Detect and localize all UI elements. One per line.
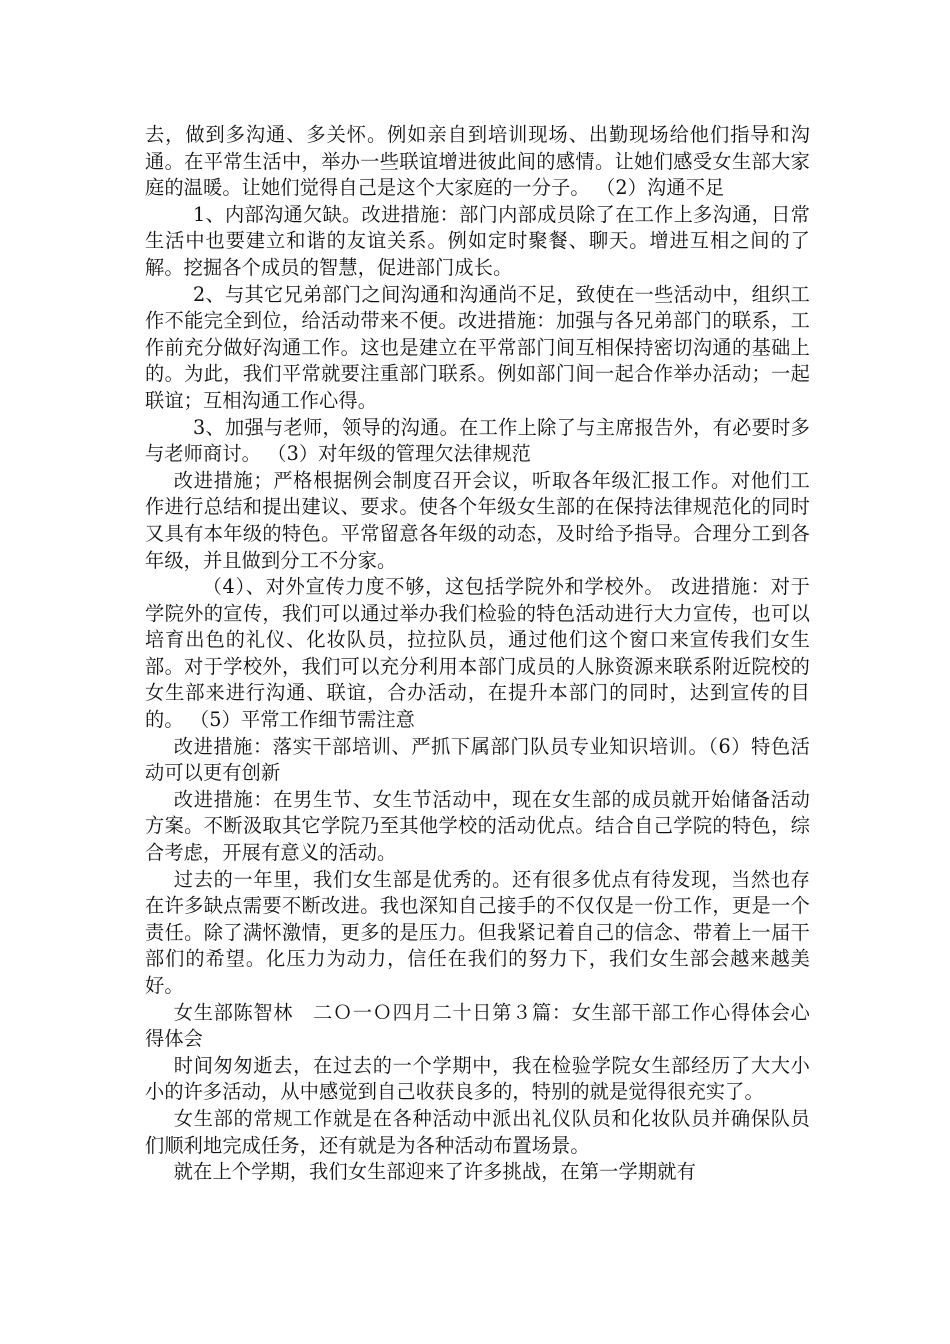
paragraph-summary: 过去的一年里，我们女生部是优秀的。还有很多优点有待发现，当然也存在许多缺点需要不断改进。我也深知自己接手的不仅仅是一份工作，更是一个责任。除了满怀激情，更多的是压力。但我紧记着自己的信念、带着上一届干部们的希望。化压力为动力，信任在我们的努力下，我们女生部会越来越美好。 (145, 867, 810, 997)
paragraph-signature-heading: 女生部陈智林 二Ｏ一Ｏ四月二十日第３篇：女生部干部工作心得体会心得体会 (145, 1000, 810, 1051)
paragraph-training: 改进措施：落实干部培训、严抓下属部门队员专业知识培训。（6）特色活动可以更有创新 (145, 734, 810, 785)
paragraph-internal-communication: 1、内部沟通欠缺。改进措施：部门内部成员除了在工作上多沟通，日常生活中也要建立和谐的友谊关系。例如定时聚餐、聊天。增进互相之间的了解。挖掘各个成员的智慧，促进部门成长。 (145, 202, 810, 279)
paragraph-teacher-communication: 3、加强与老师，领导的沟通。在工作上除了与主席报告外，有必要时多与老师商讨。 （3）对年级的管理欠法律规范 (145, 415, 810, 466)
paragraph-publicity: （4）、对外宣传力度不够，这包括学院外和学校外。 改进措施：对于学院外的宣传，我们可以通过举办我们检验的特色活动进行大力宣传，也可以培育出色的礼仪、化妆队员，拉拉队员，通过他们这个窗口来宣传我们女生部。对于学校外，我们可以充分利用本部门成员的人脉资源来联系附近院校的女生部来进行沟通、联谊，合办活动，在提升本部门的同时，达到宣传的目的。 （5）平常工作细节需注意 (145, 575, 810, 732)
paragraph-continuation: 去，做到多沟通、多关怀。例如亲自到培训现场、出勤现场给他们指导和沟通。在平常生活中，举办一些联谊增进彼此间的感情。让她们感受女生部大家庭的温暖。让她们觉得自己是这个大家庭的一分子。 （2）沟通不足 (145, 123, 810, 200)
paragraph-routine-work: 女生部的常规工作就是在各种活动中派出礼仪队员和化妆队员并确保队员们顺利地完成任务，还有就是为各种活动布置场景。 (145, 1106, 810, 1157)
document-body (145, 122, 810, 1186)
paragraph-reflection: 时间匆匆逝去，在过去的一个学期中，我在检验学院女生部经历了大大小小的许多活动，从中感觉到自己收获良多的，特别的就是觉得很充实了。 (145, 1053, 810, 1104)
paragraph-activities: 改进措施：在男生节、女生节活动中，现在女生部的成员就开始储备活动方案。不断汲取其它学院乃至其他学校的活动优点。结合自己学院的特色，综合考虑，开展有意义的活动。 (145, 787, 810, 865)
paragraph-challenges: 就在上个学期，我们女生部迎来了许多挑战，在第一学期就有 (173, 1160, 696, 1184)
paragraph-grade-management: 改进措施；严格根据例会制度召开会议，听取各年级汇报工作。对他们工作进行总结和提出建议、要求。使各个年级女生部的在保持法律规范化的同时又具有本年级的特色。平常留意各年级的动态，及时给予指导。合理分工到各年级，并且做到分工不分家。 (145, 468, 810, 572)
paragraph-department-communication: 2、与其它兄弟部门之间沟通和沟通尚不足，致使在一些活动中，组织工作不能完全到位，给活动带来不便。改进措施：加强与各兄弟部门的联系，工作前充分做好沟通工作。这也是建立在平常部门间互相保持密切沟通的基础上的。为此，我们平常就要注重部门联系。例如部门间一起合作举办活动；一起联谊；互相沟通工作心得。 (145, 282, 810, 412)
